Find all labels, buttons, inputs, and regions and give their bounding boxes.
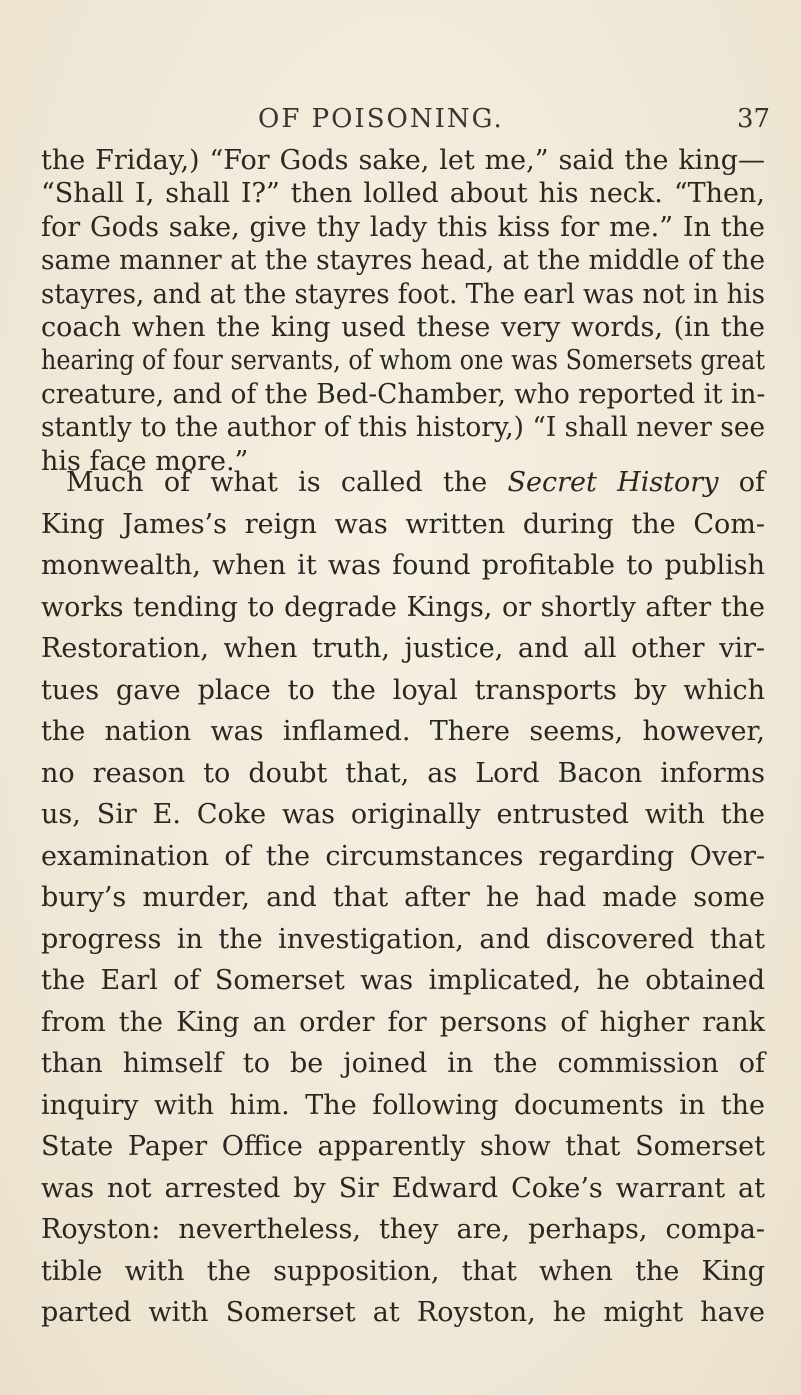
text-line: King James’s reign was written during the Com- — [41, 508, 765, 540]
text-line: tible with the supposition, that when the King — [41, 1255, 765, 1287]
text-line: inquiry with him. The following documents in the — [41, 1089, 765, 1121]
paragraph-quote-continuation — [41, 144, 765, 478]
text-run: Much of what is called the — [66, 467, 488, 498]
text-run: of — [738, 467, 766, 498]
text-line: stantly to the author of this history,) “I shall never see — [41, 412, 766, 444]
text-line: works tending to degrade Kings, or shortly after the — [41, 591, 765, 623]
text-line: hearing of four servants, of whom one was Somersets great — [41, 345, 765, 377]
text-line: than himself to be joined in the commission of — [41, 1048, 765, 1079]
page-number: 37 — [737, 104, 771, 134]
book-title-italic: Secret History — [507, 467, 719, 498]
text-line: for Gods sake, give thy lady this kiss for me.” In the — [41, 211, 765, 243]
text-line: parted with Somerset at Royston, he might have — [41, 1297, 765, 1328]
text-line: creature, and of the Bed-Chamber, who reported it in- — [41, 378, 766, 410]
paragraph-secret-history — [41, 462, 765, 1334]
text-line: no reason to doubt that, as Lord Bacon informs — [41, 757, 765, 789]
running-head: OF POISONING. — [258, 104, 504, 134]
text-line: from the King an order for persons of higher rank — [41, 1006, 765, 1038]
text-line: Royston: nevertheless, they are, perhaps, compa- — [41, 1214, 765, 1245]
text-line: examination of the circumstances regarding Over- — [41, 840, 765, 872]
text-line: the Earl of Somerset was implicated, he obtained — [41, 965, 765, 996]
text-line: the nation was inflamed. There seems, however, — [41, 716, 765, 747]
text-line: monwealth, when it was found profitable to publish — [41, 550, 765, 581]
text-line: coach when the king used these very words, (in the — [41, 312, 765, 344]
text-line: tues gave place to the loyal transports by which — [41, 674, 765, 706]
text-line: was not arrested by Sir Edward Coke’s warrant at — [41, 1172, 765, 1204]
text-line: progress in the investigation, and discovered that — [41, 923, 765, 955]
text-line: us, Sir E. Coke was originally entrusted with the — [41, 799, 765, 830]
text-line: stayres, and at the stayres foot. The earl was not in his — [41, 278, 766, 310]
text-line: State Paper Office apparently show that Somerset — [41, 1131, 765, 1162]
text-line: his face more.” — [41, 445, 249, 477]
text-line: “Shall I, shall I?” then lolled about his neck. “Then, — [41, 178, 765, 210]
text-line: same manner at the stayres head, at the middle of the — [41, 245, 766, 277]
text-line: Restoration, when truth, justice, and all other vir- — [41, 633, 765, 664]
text-line-first — [41, 462, 765, 504]
text-line: the Friday,) “For Gods sake, let me,” said the king— — [41, 145, 765, 176]
text-line: bury’s murder, and that after he had made some — [41, 882, 765, 913]
